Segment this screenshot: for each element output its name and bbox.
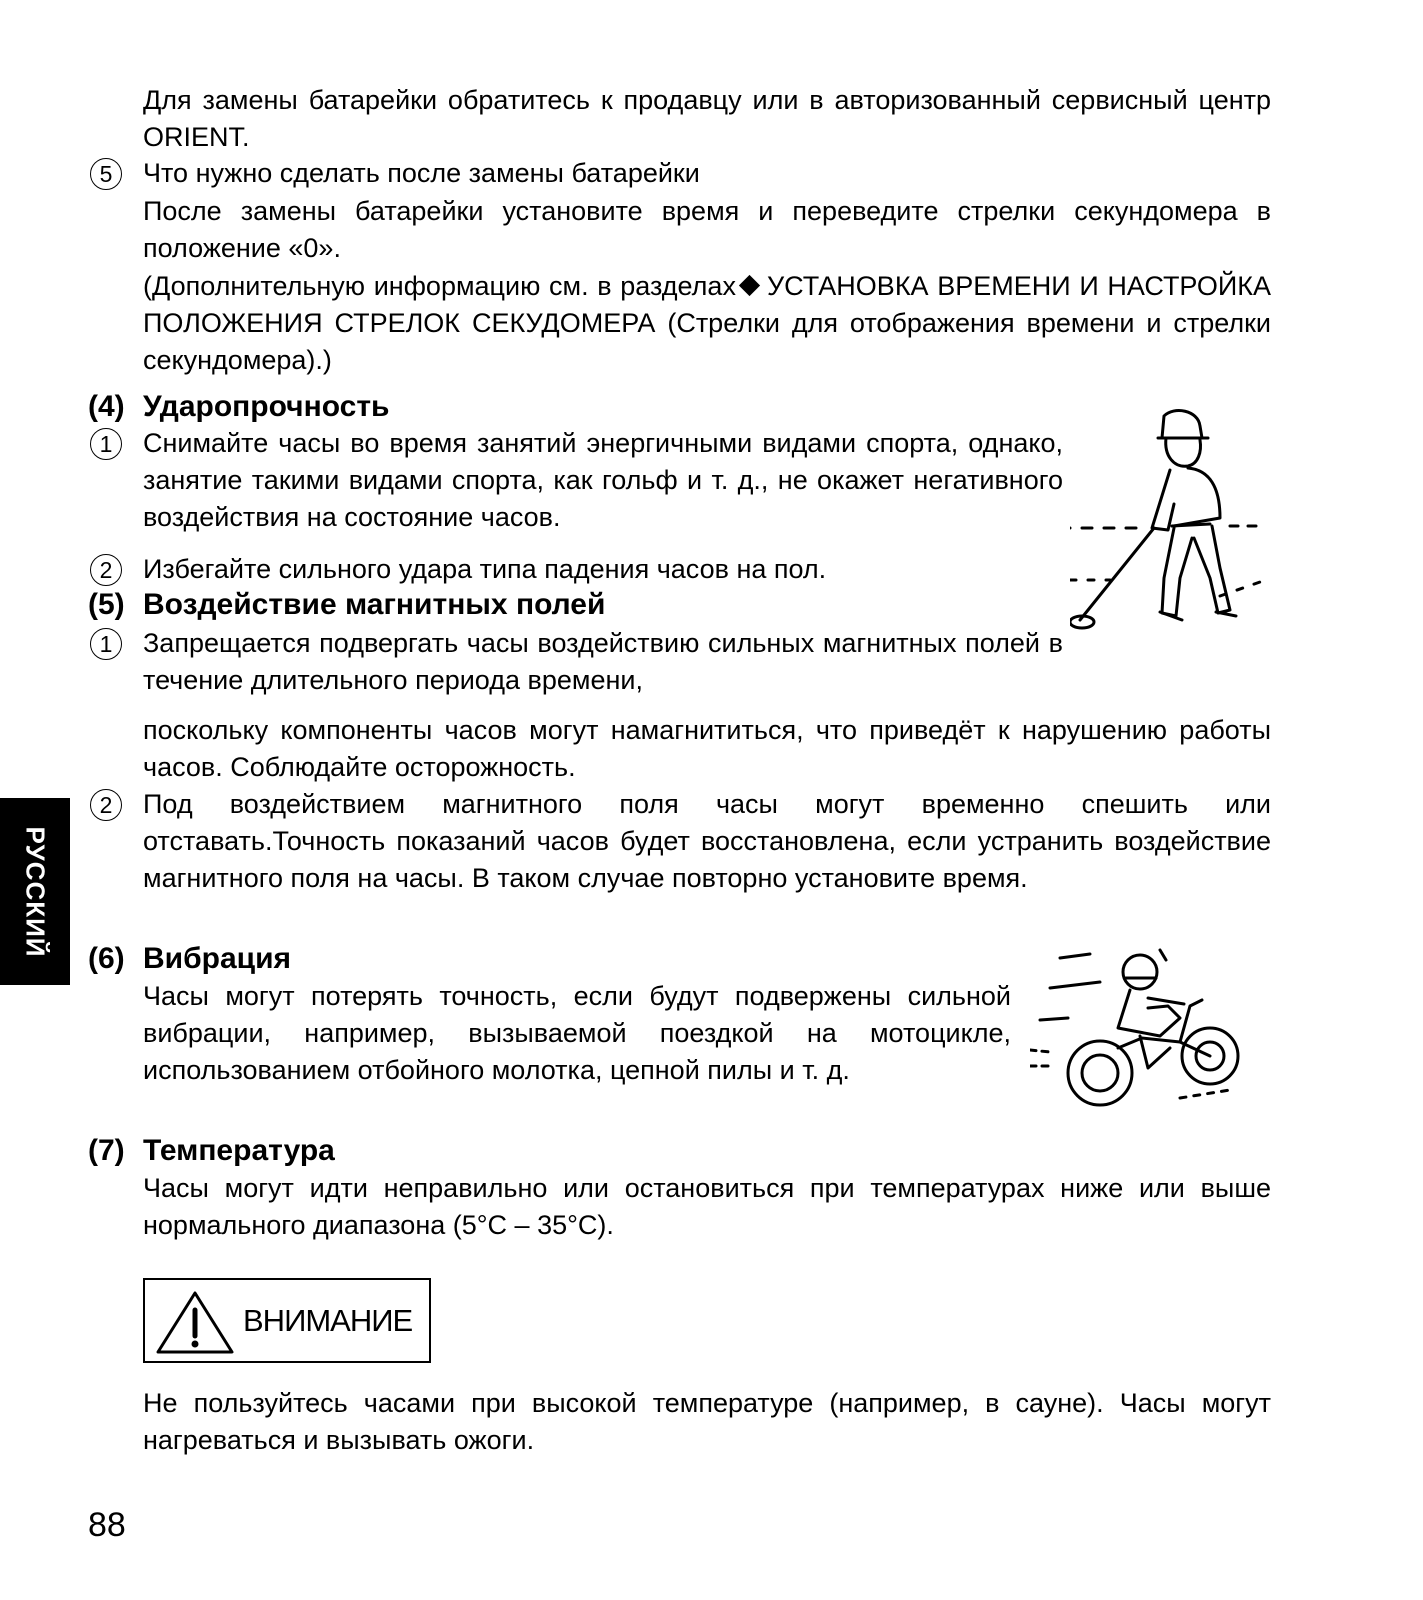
language-tab [0, 798, 70, 985]
section-7-number: (7) [88, 1134, 125, 1167]
section6-text: Часы могут потерять точность, если будут подвержены сильной вибрации, например, вызываемой поездкой на мотоцикле, использованием отбойного молотка, цепной пилы и т. д. [143, 981, 1011, 1085]
section-7-title: Температура [143, 1134, 335, 1167]
section-5-title: Воздействие магнитных полей [143, 588, 606, 621]
section-4-number: (4) [88, 390, 125, 423]
item5-note-start: (Дополнительную информацию см. в разделах [143, 271, 736, 301]
section-4-title: Ударопрочность [143, 390, 390, 423]
section-4-heading [88, 388, 389, 425]
section5-item2-number: 2 [90, 789, 122, 821]
section-6-title: Вибрация [143, 942, 292, 975]
section-6-number: (6) [88, 942, 125, 975]
caution-box [143, 1278, 431, 1363]
section5-item1-number: 1 [90, 628, 122, 660]
golfer-illustration [1070, 408, 1270, 648]
diamond-icon [739, 275, 760, 296]
caution-text: Не пользуйтесь часами при высокой температуре (например, в сауне). Часы могут нагреваться и вызывать ожоги. [143, 1388, 1271, 1455]
section4-item1-number: 1 [90, 428, 122, 460]
intro-paragraph: Для замены батарейки обратитесь к продавцу или в авторизованный сервисный центр ORIENT. [143, 85, 1271, 152]
caution-label: ВНИМАНИЕ [243, 1303, 413, 1338]
section-5-heading [88, 586, 605, 623]
section4-item2-text: Избегайте сильного удара типа падения часов на пол. [143, 554, 827, 584]
section4-item1-text: Снимайте часы во время занятий энергичными видами спорта, однако, занятие такими видами спорта, как гольф и т. д., не окажет негативного воздействия на состояние часов. [143, 428, 1063, 532]
item5-note-end: УСТАНОВКА ВРЕМЕНИ И НАСТРОЙКА ПОЛОЖЕНИЯ СТРЕЛОК СЕКУДОМЕРА (Стрелки для отображения времени и стрелки секундомера).) [143, 271, 1271, 375]
item5-note [143, 268, 1271, 379]
section-7-heading [88, 1132, 335, 1169]
section7-text: Часы могут идти неправильно или остановиться при температурах ниже или выше нормального диапазона (5°C – 35°C). [143, 1173, 1271, 1240]
item5-title: Что нужно сделать после замены батарейки [143, 158, 700, 188]
section-5-number: (5) [88, 588, 125, 621]
section5-item2-text: Под воздействием магнитного поля часы могут временно спешить или отставать.Точность показаний часов будет восстановлена, если устранить воздействие магнитного поля на часы. В таком случае повторно установите время. [143, 789, 1271, 893]
page-number: 88 [88, 1506, 126, 1544]
section4-item2-number: 2 [90, 554, 122, 586]
motorcycle-illustration [1030, 948, 1260, 1128]
section-6-heading [88, 940, 291, 977]
warning-triangle-icon [155, 1290, 235, 1355]
section5-item1-text-b: поскольку компоненты часов могут намагнититься, что приведёт к нарушению работы часов. Соблюдайте осторожность. [143, 715, 1271, 782]
language-tab-label: РУССКИЙ [20, 826, 51, 957]
item5-text: После замены батарейки установите время и переведите стрелки секундомера в положение «0». [143, 196, 1271, 263]
item-number-5: 5 [90, 158, 122, 190]
section5-item1-text-a: Запрещается подвергать часы воздействию сильных магнитных полей в течение длительного периода времени, [143, 628, 1063, 695]
